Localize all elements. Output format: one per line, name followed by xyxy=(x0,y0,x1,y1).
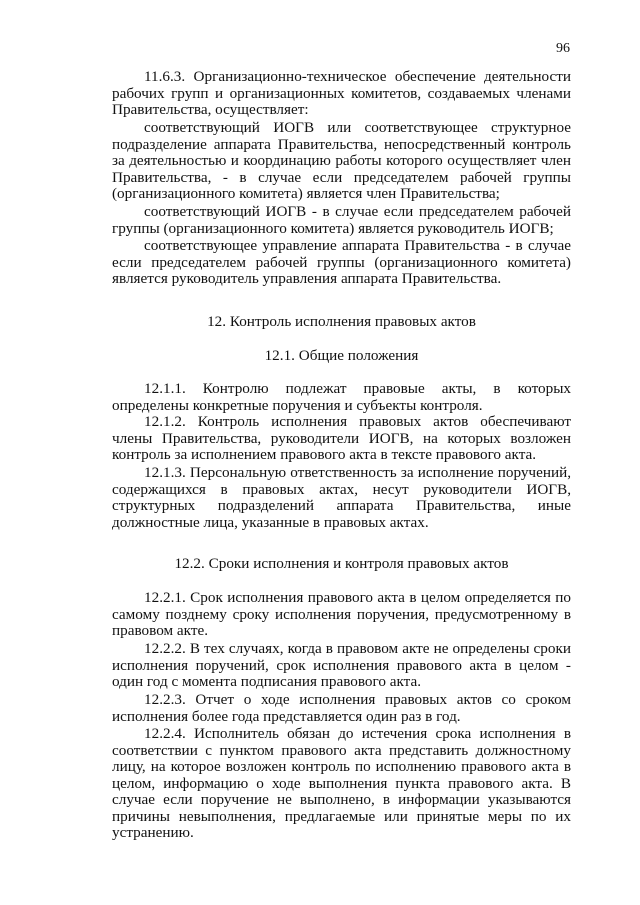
paragraph-12-1-2: 12.1.2. Контроль исполнения правовых актов обеспечивают члены Правительства, руководители ИОГВ, на которых возложен контроль за исполнением правового акта в тексте правового акта. xyxy=(112,413,571,463)
paragraph-iogv-or-subdivision: соответствующий ИОГВ или соответствующее структурное подразделение аппарата Правительства, непосредственный контроль за деятельностью и координацию работы которого осуществляет член Правительства, - в случае если председателем рабочей группы (организационного комитета) является член Правительства; xyxy=(112,119,571,202)
paragraph-11-6-3: 11.6.3. Организационно-техническое обеспечение деятельности рабочих групп и организационных комитетов, создаваемых членами Правительства, осуществляет: xyxy=(112,68,571,118)
paragraph-12-2-3: 12.2.3. Отчет о ходе исполнения правовых актов со сроком исполнения более года представляется один раз в год. xyxy=(112,691,571,725)
paragraph-12-2-1: 12.2.1. Срок исполнения правового акта в целом определяется по самому позднему сроку исполнения поручения, предусмотренному в правовом акте. xyxy=(112,589,571,639)
paragraph-iogv-head: соответствующий ИОГВ - в случае если председателем рабочей группы (организационного комитета) является руководитель ИОГВ; xyxy=(112,203,571,237)
section-heading-12-1: 12.1. Общие положения xyxy=(264,347,419,364)
paragraph-department-head: соответствующее управление аппарата Правительства - в случае если председателем рабочей группы (организационного комитета) является руководитель управления аппарата Правительства. xyxy=(112,237,571,287)
section-heading-12-2: 12.2. Сроки исполнения и контроля правовых актов xyxy=(174,555,509,572)
section-heading-12: 12. Контроль исполнения правовых актов xyxy=(207,313,476,330)
paragraph-12-2-2: 12.2.2. В тех случаях, когда в правовом акте не определены сроки исполнения поручений, срок исполнения правового акта в целом - один год с момента подписания правового акта. xyxy=(112,640,571,690)
paragraph-12-1-3: 12.1.3. Персональную ответственность за исполнение поручений, содержащихся в правовых актах, несут руководители ИОГВ, структурных подразделений аппарата Правительства, иные должностные лица, указанные в правовых актах. xyxy=(112,464,571,531)
page-number: 96 xyxy=(556,41,570,56)
paragraph-12-2-4: 12.2.4. Исполнитель обязан до истечения срока исполнения в соответствии с пунктом правового акта представить должностному лицу, на которое возложен контроль по исполнению правового акта в целом, информацию о ходе выполнения пункта правового акта. В случае если поручение не выполнено, в информации указываются причины невыполнения, предлагаемые или принятые меры по их устранению. xyxy=(112,725,571,841)
paragraph-12-1-1: 12.1.1. Контролю подлежат правовые акты, в которых определены конкретные поручения и субъекты контроля. xyxy=(112,380,571,414)
